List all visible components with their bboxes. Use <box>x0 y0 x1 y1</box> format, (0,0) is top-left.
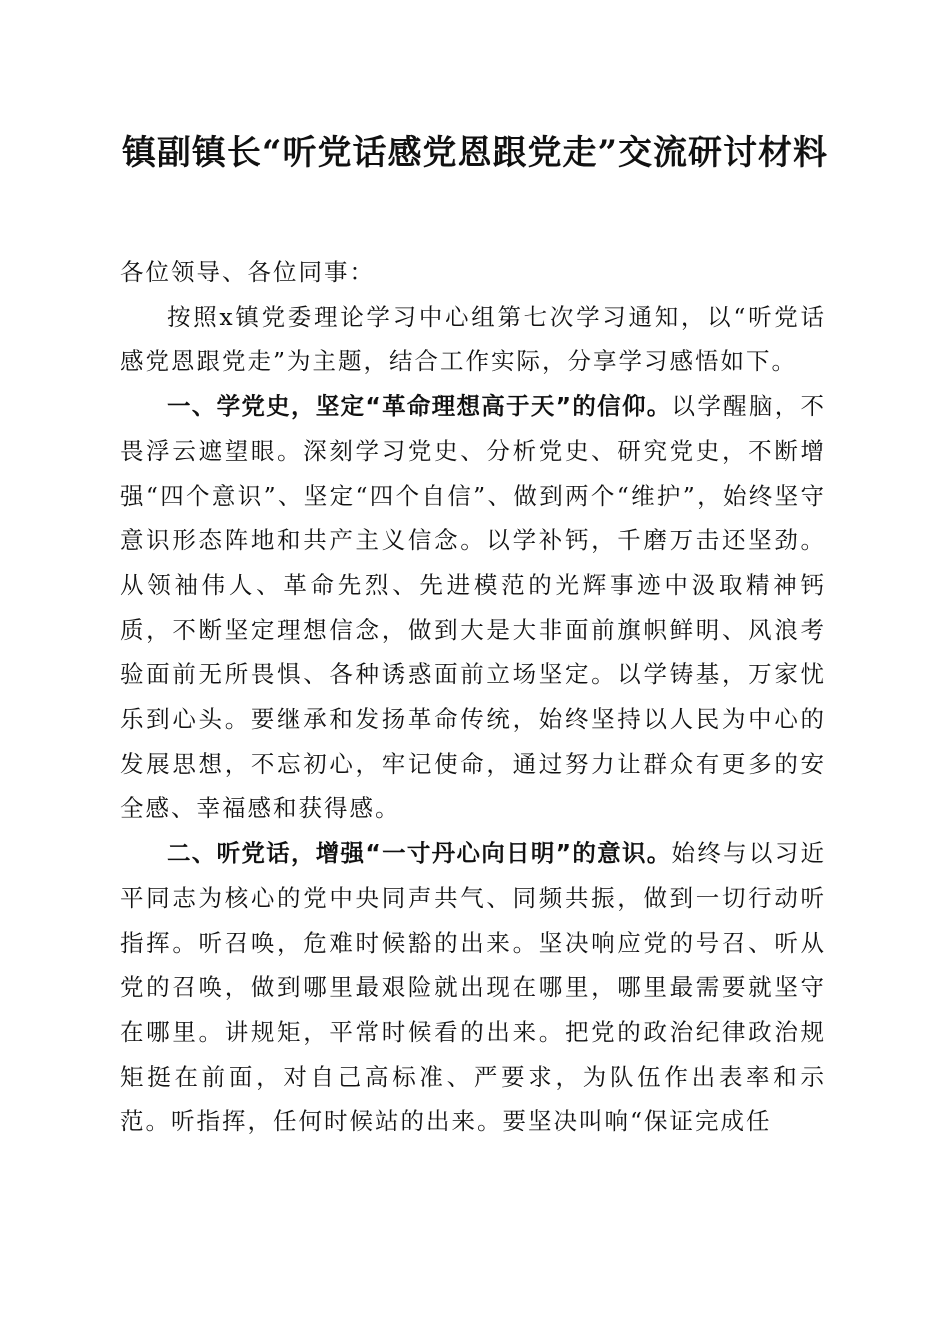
section-paragraph-2 <box>120 831 826 1144</box>
section-paragraph-1 <box>120 384 826 831</box>
section-heading-1: 一、学党史，坚定“革命理想高于天”的信仰。 <box>167 392 672 421</box>
salutation: 各位领导、各位同事： <box>120 258 375 286</box>
document-title: 镇副镇长“听党话感党恩跟党走”交流研讨材料 <box>121 133 829 173</box>
section-body-1: 以学醒脑，不畏浮云遮望眼。深刻学习党史、分析党史、研究党史，不断增强“四个意识”、坚定“四个自信”、做到两个“维护”，始终坚守意识形态阵地和共产主义信念。以学补钙，千磨万击还坚劲。从领袖伟人、革命先烈、先进模范的光辉事迹中汲取精神钙质，不断坚定理想信念，做到大是大非面前旗帜鲜明、风浪考验面前无所畏惧、各种诱惑面前立场坚定。以学铸基，万家忧乐到心头。要继承和发扬革命传统，始终坚持以人民为中心的发展思想，不忘初心，牢记使命，通过努力让群众有更多的安全感、幸福感和获得感。 <box>120 392 827 823</box>
section-heading-2: 二、听党话，增强“一寸丹心向日明”的意识。 <box>167 839 672 868</box>
intro-paragraph: 按照x镇党委理论学习中心组第七次学习通知，以“听党话感党恩跟党走”为主题，结合工作实际，分享学习感悟如下。 <box>120 302 826 376</box>
document-body <box>120 250 826 1144</box>
section-body-2: 始终与以习近平同志为核心的党中央同声共气、同频共振，做到一切行动听指挥。听召唤，危难时候豁的出来。坚决响应党的号召、听从党的召唤，做到哪里最艰险就出现在哪里，哪里最需要就坚守在哪里。讲规矩，平常时候看的出来。把党的政治纪律政治规矩挺在前面，对自己高标准、严要求，为队伍作出表率和示范。听指挥，任何时候站的出来。要坚决叫响“保证完成任 <box>120 839 827 1136</box>
